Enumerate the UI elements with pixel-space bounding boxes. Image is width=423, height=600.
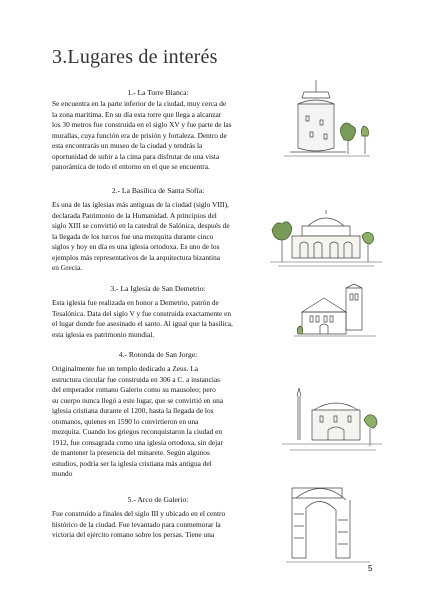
section-heading: 3.- La Iglesia de San Demetrio:: [110, 284, 206, 293]
text-line: Tesalónica. Data del siglo V y fue construida exactamente en: [52, 308, 232, 318]
text-line: panorámica de todo el entorno en el que se encuentra.: [52, 162, 210, 171]
section-heading: 5.- Arco de Galerio:: [127, 495, 189, 504]
white-tower-sketch: [280, 70, 375, 160]
text-line: en Grecia.: [52, 263, 83, 272]
text-line: Se encuentra en la parte inferior de la ciudad, muy cerca de: [52, 99, 227, 108]
text-line: ejemplos más representativos de la arquitectura bizantina: [52, 252, 221, 262]
section-santa-sofia: [52, 186, 264, 274]
section-text: [52, 509, 264, 541]
text-line: siglo XIII se convirtió en la catedral de Salónica, después de: [52, 221, 230, 230]
text-line: Es una de las iglesias más antiguas de la ciudad (siglo VIII),: [52, 200, 229, 209]
text-line: la zona marítima. En su día esta torre que llega a alcanzar: [52, 109, 222, 119]
text-line: estructura circular fue construida en 306 a C. a instancias: [52, 374, 221, 384]
text-line: mezquita. Cuando los griegos reconquistaron la ciudad en: [52, 427, 223, 436]
text-line: mundo: [52, 469, 73, 478]
section-text: [52, 364, 264, 480]
section-torre-blanca: [52, 88, 264, 173]
section-san-demetrio: [52, 284, 264, 340]
section-text: [52, 200, 264, 274]
text-line: Originalmente fue un templo dedicado a Zeus. La: [52, 364, 199, 373]
text-line: histórico de la ciudad. Fue levantado para conmemorar la: [52, 519, 221, 529]
section-rotonda: [52, 350, 264, 480]
text-line: de mantener la presencia del minarete. Según algunos: [52, 448, 210, 457]
text-line: el lugar donde fue asesinado el santo. Al igual que la basílica,: [52, 319, 233, 328]
text-line: iglesia cristiana durante el 1200, hasta la llegada de los: [52, 406, 214, 415]
text-line: Esta iglesia fue realizada en honor a Demetrio, patrón de: [52, 298, 219, 307]
text-line: Fue construido a finales del siglo III y ubicado en el centro: [52, 509, 226, 518]
page-title: 3.Lugares de interés: [52, 46, 218, 68]
text-line: estudios, podría ser la iglesia cristiana más antigua del: [52, 458, 212, 468]
saint-demetrius-sketch: [290, 282, 380, 352]
section-arco-galerio: [52, 495, 264, 541]
section-heading: 1.- La Torre Blanca:: [127, 88, 189, 97]
text-line: victoria del ejército romano sobre los persas. Tiene una: [52, 530, 215, 539]
text-line: 1912, fue consagrada como una iglesia ortodoxa, sin dejar: [52, 437, 223, 447]
text-line: siglos y hoy en día es una iglesia ortodoxa. Es uno de los: [52, 242, 220, 251]
text-line: otomanos, quienes en 1590 lo convirtieron en una: [52, 416, 199, 426]
text-line: esta encontrarás un museo de la ciudad y tendrás la: [52, 141, 203, 150]
section-heading: 2.- La Basílica de Santa Sofía:: [111, 186, 205, 195]
text-line: del emperador romano Galerio como su mausoleo; pero: [52, 385, 216, 394]
page-number: 5: [368, 564, 373, 573]
section-text: [52, 298, 264, 340]
text-line: la llegada de los turcos fue una mezquita durante cinco: [52, 231, 214, 241]
hagia-sophia-sketch: [270, 200, 382, 272]
text-line: oportunidad de subir a la cima para disfrutar de una vista: [52, 151, 220, 161]
section-text: [52, 99, 264, 173]
arch-of-galerius-sketch: [282, 478, 377, 566]
text-line: declarada Patrimonio de la Humanidad. A principios del: [52, 210, 217, 220]
text-line: murallas, cuya función era de prisión y fortaleza. Dentro de: [52, 130, 227, 140]
section-heading: 4.- Rotonda de San Jorge:: [118, 350, 198, 359]
text-line: los 30 metros fue construida en el siglo XV y fue parte de las: [52, 120, 232, 129]
text-line: su cuerpo nunca llegó a este lugar, que se convirtió en una: [52, 395, 224, 405]
text-line: esta iglesia es patrimonio mundial.: [52, 329, 155, 339]
rotunda-sketch: [280, 382, 385, 460]
